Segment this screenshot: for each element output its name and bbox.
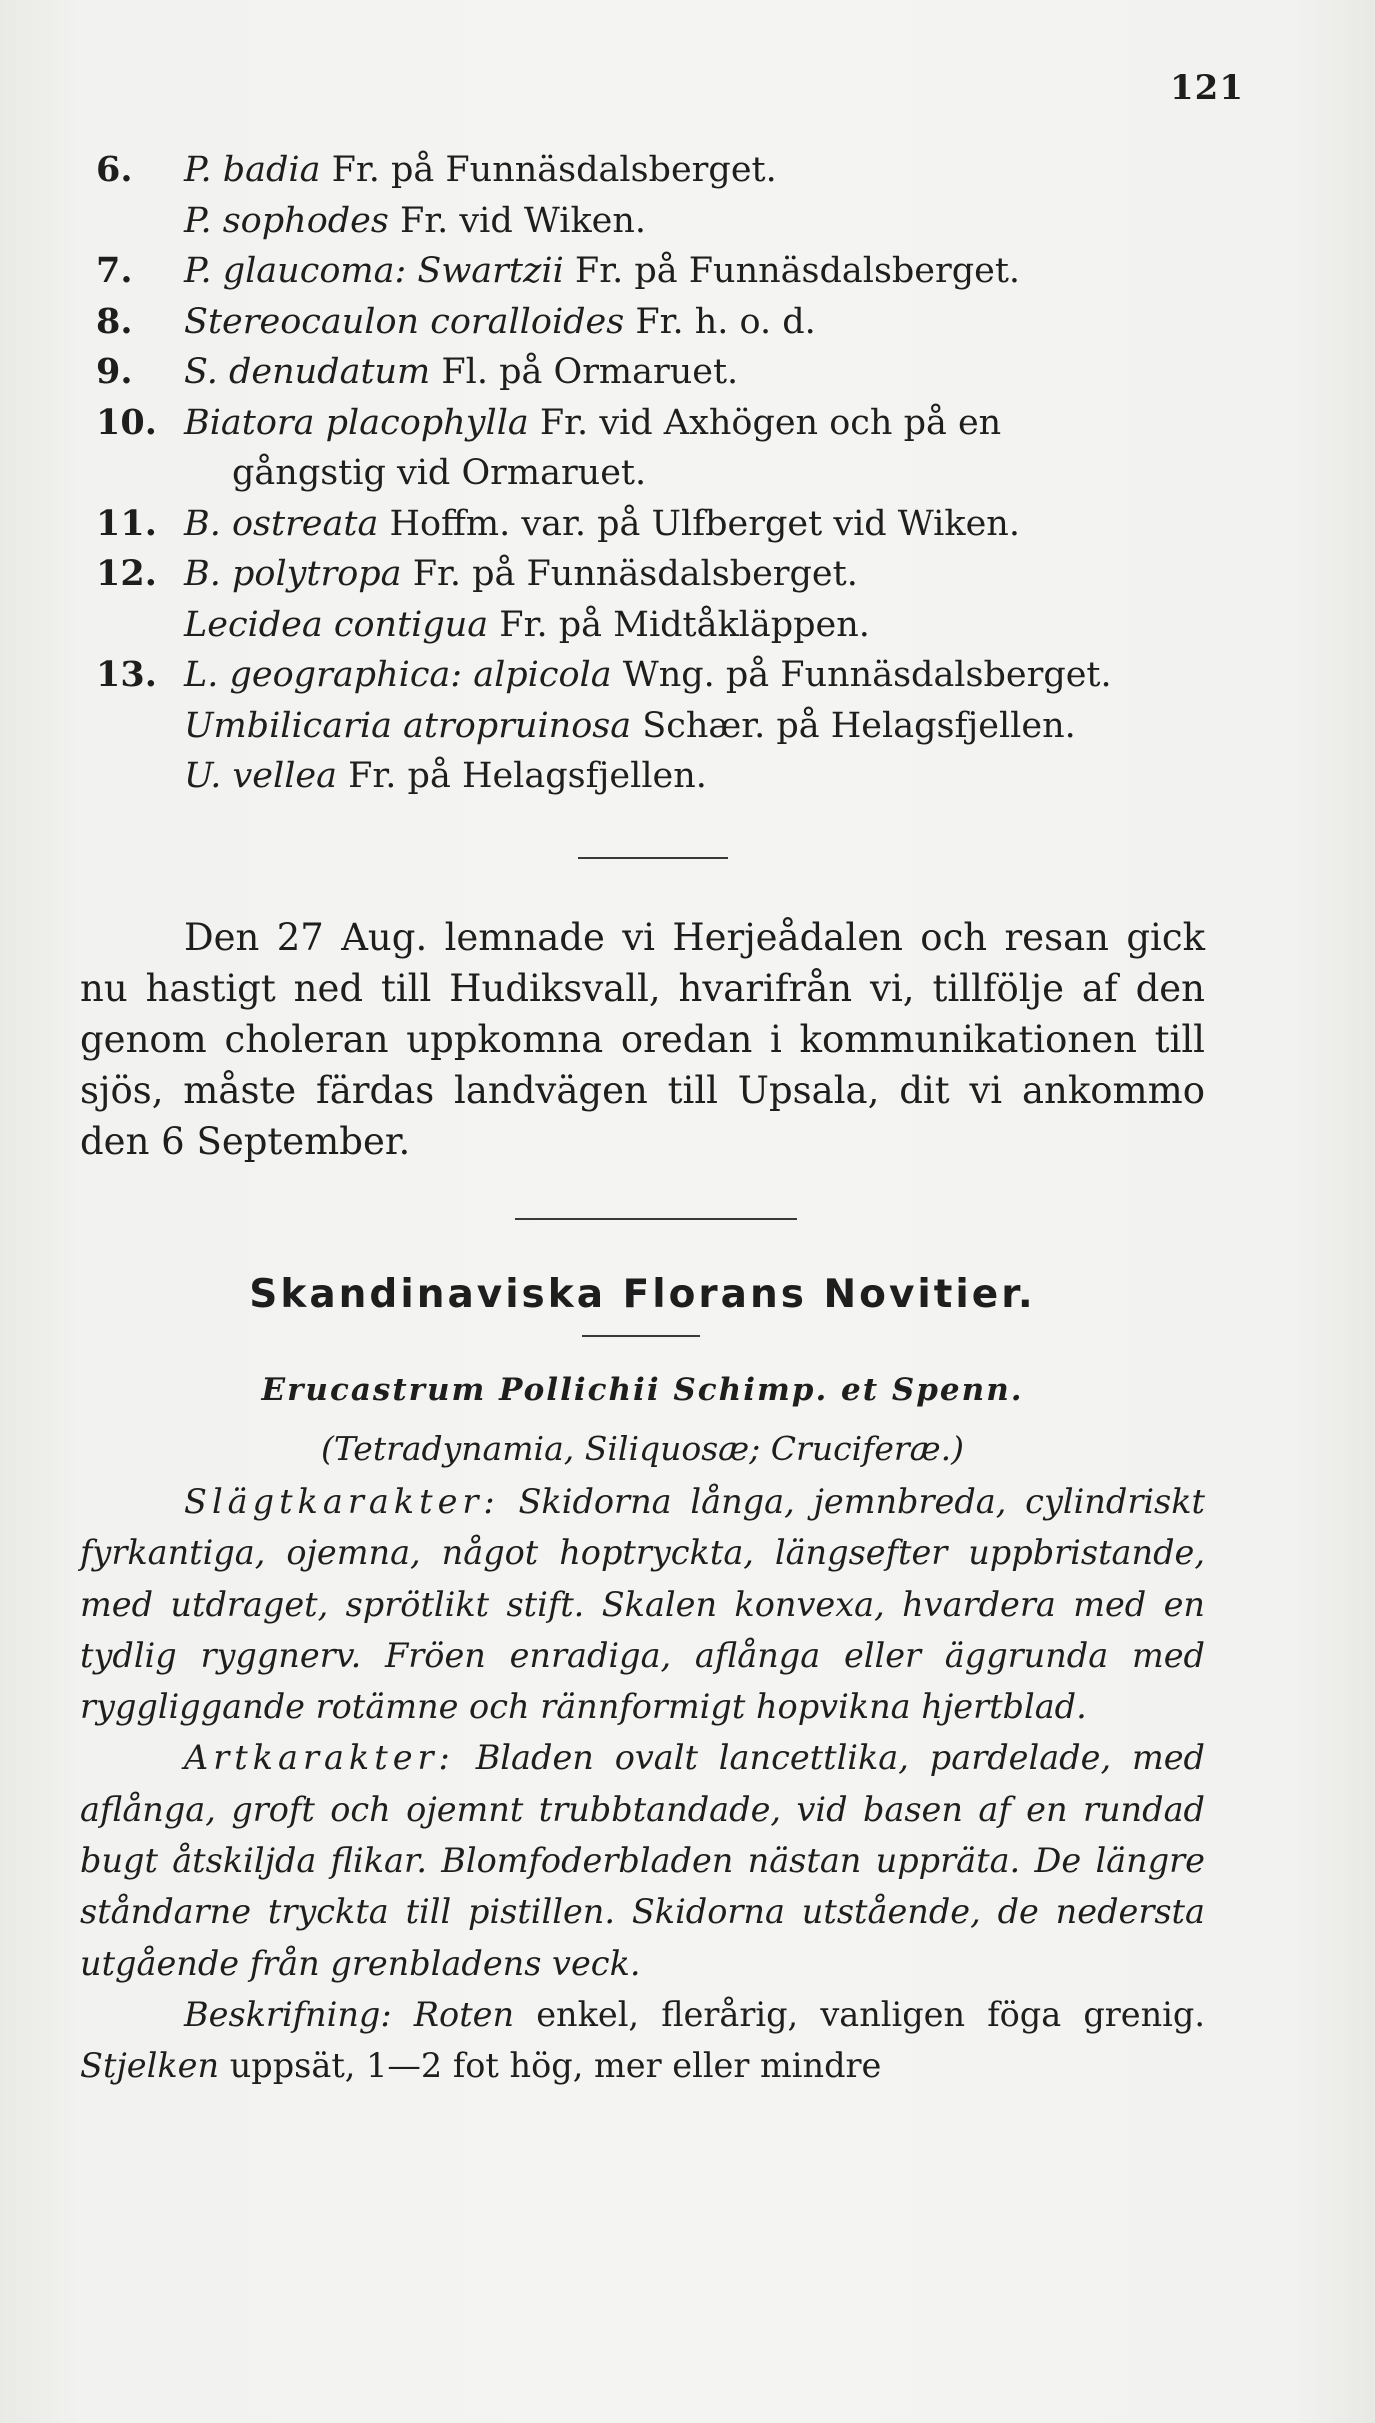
taxon-name: Biatora placophylla <box>184 402 529 443</box>
taxon-locality: Fr. h. o. d. <box>624 301 816 342</box>
species-description <box>80 1476 1205 2092</box>
taxon-locality: gångstig vid Ormaruet. <box>232 453 647 493</box>
item-number: 11. <box>96 502 157 544</box>
taxon-locality: Schær. på Helagsfjellen. <box>631 705 1076 746</box>
list-item <box>80 549 1205 600</box>
taxon-locality: Fr. på Helagsfjellen. <box>337 756 707 796</box>
list-item <box>80 499 1205 550</box>
description-stem-text: uppsät, 1—2 fot hög, mer eller mindre <box>219 2046 882 2086</box>
list-item <box>80 297 1205 348</box>
section-title: Skandinaviska Florans Novitier. <box>249 1272 1036 1317</box>
taxon-name: Stereocaulon coralloides <box>184 301 625 342</box>
description-root-text: enkel, flerårig, vanligen föga grenig. <box>514 1994 1205 2034</box>
item-number: 6. <box>96 149 133 190</box>
page-number: 121 <box>1170 68 1244 108</box>
item-number: 12. <box>96 553 157 594</box>
taxon-locality: Fl. på Ormaruet. <box>430 352 739 392</box>
list-item <box>80 600 1205 651</box>
taxon-locality: Fr. på Funnäsdalsberget. <box>401 554 858 594</box>
taxon-name: B. ostreata <box>184 503 379 544</box>
taxon-name: P. badia <box>184 150 321 190</box>
list-item <box>80 398 1205 449</box>
item-number: 13. <box>96 654 157 695</box>
taxon-locality: Fr. vid Axhögen och på en <box>528 402 1002 443</box>
classification: (Tetradynamia, Siliquosæ; Cruciferæ.) <box>320 1429 965 1468</box>
list-item <box>80 751 1205 802</box>
item-number: 7. <box>96 250 133 291</box>
taxon-name: L. geographica: alpicola <box>184 655 612 695</box>
list-item <box>80 650 1205 701</box>
genus-character-label: Slägtkarakter: <box>184 1482 500 1521</box>
taxon-name: Umbilicaria atropruinosa <box>184 705 632 746</box>
list-item-continuation <box>80 448 1205 499</box>
narrative-paragraph <box>80 912 1205 1167</box>
taxon-name: P. glaucoma: Swartzii <box>184 251 564 291</box>
genus-character-text: Skidorna långa, jemnbreda, cylindriskt fyrkantiga, ojemna, något hoptryckta, längsefter uppbristande, med utdraget, sprötlikt stift. Skalen konvexa, hvardera med en tydlig ryggnerv. Fröen enradiga, aflånga eller äggrunda med ryggliggande rotämne och rännformigt hopvikna hjertblad. <box>80 1482 1205 1727</box>
description-stem-label: Stjelken <box>80 2046 220 2086</box>
taxon-name: P. sophodes <box>184 200 389 241</box>
species-character-label: Artkarakter: <box>184 1738 455 1778</box>
taxon-name: Lecidea contigua <box>184 604 489 645</box>
list-item <box>80 701 1205 752</box>
description-root-label: Roten <box>391 1994 515 2034</box>
species-character-text: Bladen ovalt lancettlika, pardelade, med aflånga, groft och ojemnt trubbtandade, vid basen af en rundad bugt åtskiljda flikar. Blomfoderbladen nästan uppräta. De längre ståndarne tryckta till pistillen. Skidorna utstående, de nedersta utgående från grenbladens veck. <box>80 1738 1205 1983</box>
list-item <box>80 246 1205 297</box>
divider <box>582 1335 700 1337</box>
description-label: Beskrifning: <box>184 1994 392 2034</box>
taxon-locality: Fr. vid Wiken. <box>388 200 647 241</box>
taxon-locality: Fr. på Funnäsdalsberget. <box>563 251 1021 291</box>
taxon-name: U. vellea <box>184 756 337 796</box>
list-item <box>80 145 1205 196</box>
item-number: 10. <box>96 401 157 443</box>
item-number: 9. <box>96 351 133 392</box>
taxon-name: S. denudatum <box>184 352 431 392</box>
list-item <box>80 196 1205 247</box>
divider <box>515 1218 797 1220</box>
taxon-locality: Hoffm. var. på Ulfberget vid Wiken. <box>378 503 1020 544</box>
taxon-locality: Fr. på Funnäsdalsberget. <box>320 150 777 190</box>
list-item <box>80 347 1205 398</box>
lichen-list <box>80 145 1205 802</box>
taxon-locality: Wng. på Funnäsdalsberget. <box>611 655 1112 695</box>
narrative-text: Den 27 Aug. lemnade vi Herjeådalen och resan gick nu hastigt ned till Hudiksvall, hvarifrån vi, tillfölje af den genom choleran uppkomna oredan i kommunikationen till sjös, måste färdas landvägen till Upsala, dit vi ankommo den 6 September. <box>80 916 1205 1163</box>
item-number: 8. <box>96 300 133 342</box>
taxon-name: B. polytropa <box>184 554 402 594</box>
species-title: Erucastrum Pollichii Schimp. et Spenn. <box>261 1372 1024 1408</box>
taxon-locality: Fr. på Midtåkläppen. <box>488 604 870 645</box>
divider <box>578 857 728 859</box>
